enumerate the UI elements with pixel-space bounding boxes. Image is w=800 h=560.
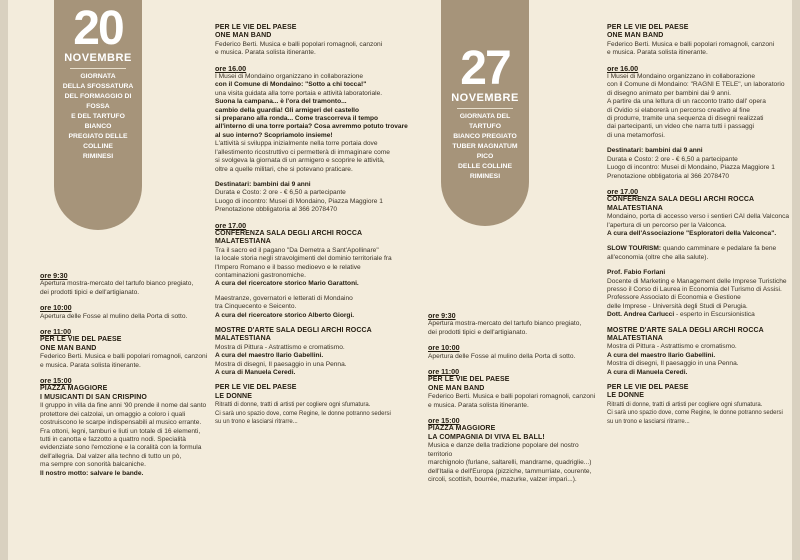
event-time: ore 16.00 (607, 63, 639, 73)
event-one-man-band: PER LE VIE DEL PAESE ONE MAN BAND Federico Berti. Musica e balli popolari romagnoli, canzoni e musica. Parata solista itinerante. (215, 24, 383, 57)
event-le-donne: PER LE VIE DEL PAESE LE DONNE Ritratti di donne, tratti di artisti per cogliere ogni sfumatura. Ci sarà uno spazio dove, come Regine, le donne potranno sedersi su un trono e lasciarsi ritrarre... (607, 384, 783, 425)
banner-month: NOVEMBRE (451, 92, 519, 104)
event-time: ore 9:30 (40, 271, 68, 280)
event-1500: ore 15:00 PIAZZA MAGGIORE I MUSICANTI DI SAN CRISPINO Il gruppo in villa da fine anni '90 prende il nome dal santo protettore dei calzolai, un omaggio a coloro i quali costruiscono le scarpe indispensabili al musico errante. Fra ottoni, legni, tamburi e liuti un totale di 16 elementi, tutti in canotta e fazzotto a quattro nodi. Specialità evidenziate sono l'emozione e la coralità con la formula dell'allegria. Dal valzer alla techno di tutto un pò, ma sempre con sonorità balcaniche. Il nostro motto: salvare le bande. (40, 377, 212, 478)
event-1600: ore 16.00 I Musei di Mondaino organizzano in collaborazione con il Comune di Mondaino: "RAGNI E TELE", un laboratorio di disegno animato per bambini dai 9 anni. A partire da una lettura di un racconto tratto dall' opera di Ovidio si elaborerà un percorso creativo al fine di produrre, tramite una sequenza di disegni realizzati dai partecipanti, un video che narra tutti i passaggi di una metamorfosi. (607, 65, 793, 141)
column-day20-morning (40, 272, 212, 485)
banner-month: NOVEMBRE (64, 52, 132, 64)
banner-subtitle: GIORNATA DEL TARTUFO BIANCO PREGIATO TUBER MAGNATUM PICO DELLE COLLINE RIMINESI (452, 113, 518, 180)
column-day27-afternoon (607, 24, 793, 433)
left-page-edge (0, 0, 8, 560)
date-banner-20 (54, 0, 142, 230)
motto: Il nostro motto: salvare le bande. (40, 469, 144, 477)
event-1700: ore 17.00 CONFERENZA SALA DEGLI ARCHI ROCCA MALATESTIANA Mondaino, porta di accesso verso i sentieri CAI della Valconca l'apertura di un percorso per la Valconca. A cura dell'Associazione "Esploratori della Valconca". (607, 188, 793, 238)
event-time: ore 15:00 (428, 416, 460, 426)
event-slow-tourism: SLOW TOURISM: quando camminare e pedalare fa bene all'economia (oltre che alla salute). (607, 245, 777, 261)
event-930: ore 9:30 Apertura mostra-mercato del tartufo bianco pregiato, dei prodotti tipici e dell'artigianato. (428, 312, 604, 337)
event-1500: ore 15:00 PIAZZA MAGGIORE LA COMPAGNIA DI VIVA EL BALL! Musica e danze della tradizione popolare del nostro territorio marchignolo (furlane, saltarelli, mandrarne, quadriglie...) dell'Italia e dell'Europa (pizziche, tammurriate, courente, circoli, scottish, bourrée, mazurke, valzer impari...). (428, 417, 604, 484)
event-930: ore 9:30 Apertura mostra-mercato del tartufo bianco pregiato, dei prodotti tipici e dell'artigianato. (40, 272, 212, 297)
event-time: ore 16.00 (215, 63, 247, 73)
event-le-donne: PER LE VIE DEL PAESE LE DONNE Ritratti di donne, tratti di artisti per cogliere ogni sfumatura. Ci sarà uno spazio dove, come Regine, le donne potranno sedersi su un trono e lasciarsi ritrarre... (215, 384, 391, 426)
banner-divider (457, 108, 513, 109)
event-mostre: MOSTRE D'ARTE SALA DEGLI ARCHI ROCCA MALATESTIANA Mostra di Pittura - Astrattismo e cromatismo. A cura del maestro Ilario Gabellini. Mostra di disegni, Il paesaggio in una Penna. A cura di Manuela Ceredi. (215, 327, 372, 377)
banner-divider (70, 68, 126, 69)
event-time: ore 10:00 (40, 303, 72, 313)
event-one-man-band: PER LE VIE DEL PAESE ONE MAN BAND Federico Berti. Musica e balli popolari romagnoli, canzoni e musica. Parata solista itinerante. (607, 24, 775, 57)
event-destinatari: Destinatari: bambini dai 9 anni Durata e Costo: 2 ore - € 6,50 a partecipante Luogo di incontro: Musei di Mondaino, Piazza Maggiore 1 Prenotazione obbligatoria al 366 2078470 (215, 180, 383, 214)
column-day20-afternoon (215, 24, 415, 433)
event-time: ore 10:00 (428, 343, 460, 353)
event-1000: ore 10:00 Apertura delle Fosse al mulino della Porta di sotto. (428, 344, 604, 361)
event-1100: ore 11:00 PER LE VIE DEL PAESE ONE MAN BAND Federico Berti. Musica e balli popolari romagnoli, canzoni e musica. Parata solista itinerante. (428, 368, 604, 410)
banner-day: 27 (460, 42, 510, 95)
event-mostre: MOSTRE D'ARTE SALA DEGLI ARCHI ROCCA MALATESTIANA Mostra di Pittura - Astrattismo e cromatismo. A cura del maestro Ilario Gabellini. Mostra di disegni, Il paesaggio in una Penna. A cura di Manuela Ceredi. (607, 326, 764, 376)
event-time: ore 17.00 (215, 220, 247, 230)
event-1000: ore 10:00 Apertura delle Fosse al mulino della Porta di sotto. (40, 304, 212, 321)
right-page-edge (792, 0, 800, 560)
event-destinatari: Destinatari: bambini dai 9 anni Durata e Costo: 2 ore - € 6,50 a partecipante Luogo di incontro: Musei di Mondaino, Piazza Maggiore 1 Prenotazione obbligatoria al 366 2078470 (607, 147, 775, 180)
event-time: ore 11:00 (428, 367, 460, 377)
event-1100: ore 11:00 PER LE VIE DEL PAESE ONE MAN BAND Federico Berti. Musica e balli popolari romagnoli, canzoni e musica. Parata solista itinerante. (40, 328, 212, 370)
banner-day: 20 (73, 2, 123, 55)
event-time: ore 15:00 (40, 376, 72, 386)
event-speakers: Prof. Fabio Forlani Docente di Marketing e Management delle Imprese Turistiche presso il Corso di Laurea in Economia del Turismo di Assisi. Professore Associato di Economia e Gestione delle Imprese - Università degli Studi di Perugia. Dott. Andrea Carlucci - esperto in Escursionistica (607, 269, 787, 319)
banner-subtitle: GIORNATA DELLA SFOSSATURA DEL FORMAGGIO DI FOSSA E DEL TARTUFO BIANCO PREGIATO DELLE COLLINE RIMINESI (62, 73, 134, 160)
event-1600: ore 16.00 I Musei di Mondaino organizzano in collaborazione con il Comune di Mondaino: "Sotto a chi tocca!" una visita guidata alla torre portaia e attività laboratoriale. Suona la campana... è l'ora del tramonto... cambio della guardia! Gli armigeri del castello si preparano alla ronda... Come trascorreva il tempo all'interno di una torre portaia? Cosa avremmo potuto trovare al suo interno? Scopriamolo insieme! L'attività si sviluppa inizialmente nella torre portaia dove l'allestimento ricostruttivo ci permetterà di immaginare come si svolgeva la giornata di un armigero e scoprire le attività, oltre a quelle militari, che si potevano praticare. (215, 65, 415, 174)
event-time: ore 11:00 (40, 327, 72, 337)
event-time: ore 17.00 (607, 186, 639, 196)
column-day27-morning (428, 312, 604, 491)
date-banner-27 (441, 0, 529, 226)
event-time: ore 9:30 (428, 311, 456, 320)
event-1700: ore 17.00 CONFERENZA SALA DEGLI ARCHI ROCCA MALATESTIANA Tra il sacro ed il pagano "Da Demetra a Sant'Apollinare" la locale storia negli stravolgimenti del dominio territoriale fra l'Impero Romano e il basso medioevo e le relative contaminazioni gastronomiche. A cura del ricercatore storico Mario Garattoni. Maestranze, governatori e letterati di Mondaino tra Cinquecento e Seicento. A cura del ricercatore storico Alberto Giorgi. (215, 222, 415, 320)
